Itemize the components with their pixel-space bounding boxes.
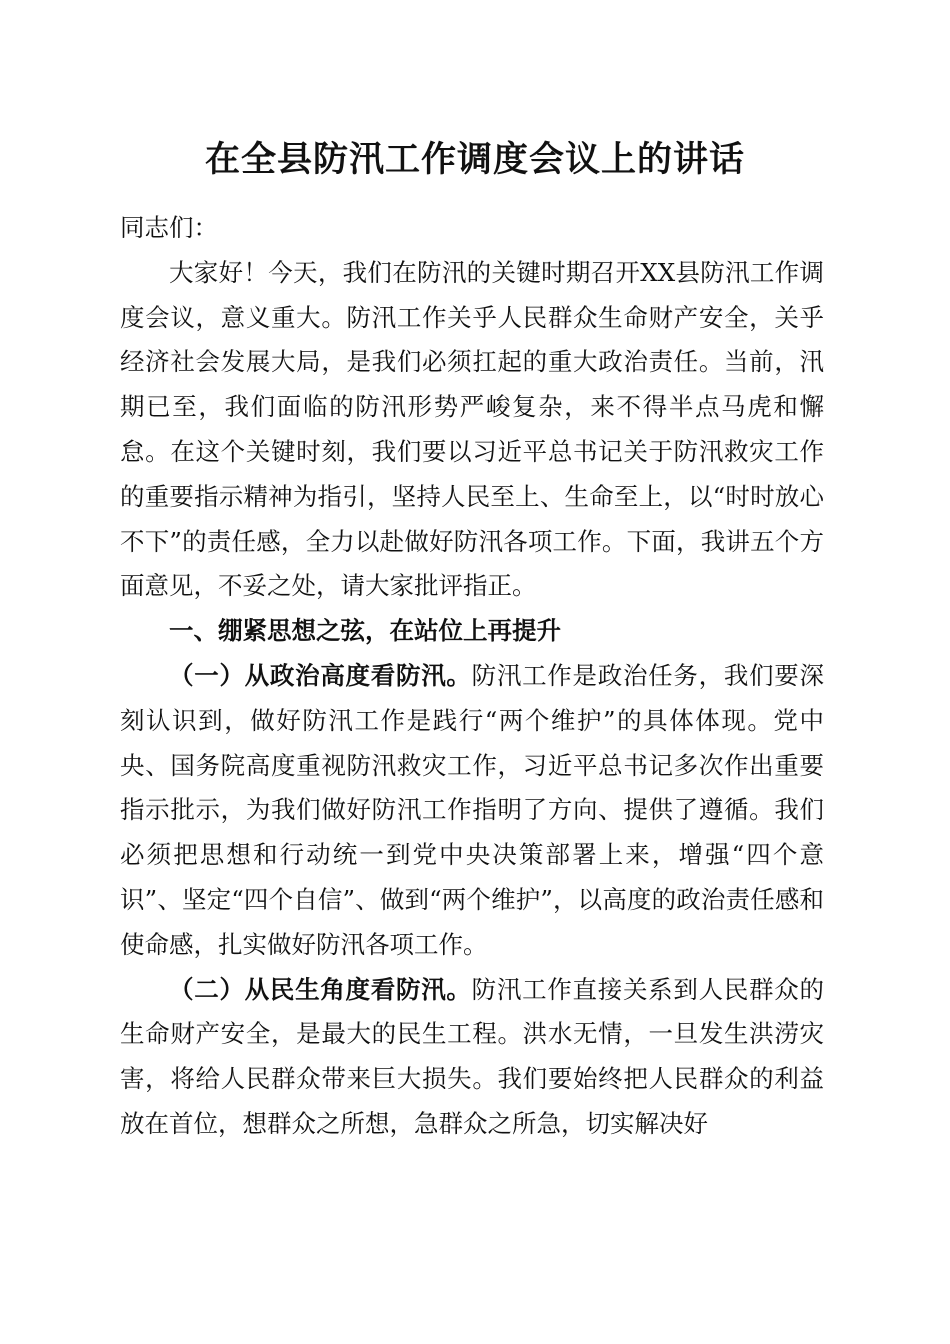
greeting: 同志们： — [120, 213, 218, 242]
document-body — [120, 206, 824, 1147]
document-title: 在全县防汛工作调度会议上的讲话 — [204, 139, 745, 180]
subsection-2-paragraph — [120, 968, 824, 1147]
subsection-2-lead: （二）从民生角度看防汛。 — [169, 974, 472, 1004]
subsection-1-paragraph — [120, 654, 824, 968]
intro-paragraph: 大家好！今天，我们在防汛的关键时期召开XX县防汛工作调度会议，意义重大。防汛工作关乎人民群众生命财产安全，关乎经济社会发展大局，是我们必须扛起的重大政治责任。当前，汛期已至，我们面临的防汛形势严峻复杂，来不得半点马虎和懈怠。在这个关键时刻，我们要以习近平总书记关于防汛救灾工作的重要指示精神为指引，坚持人民至上、生命至上，以“时时放心不下”的责任感，全力以赴做好防汛各项工作。下面，我讲五个方面意见，不妥之处，请大家批评指正。 — [120, 257, 824, 601]
subsection-2-text: 防汛工作直接关系到人民群众的生命财产安全，是最大的民生工程。洪水无情，一旦发生洪涝灾害，将给人民群众带来巨大损失。我们要始终把人民群众的利益放在首位，想群众之所想，急群众之所急，切实解决好 — [120, 974, 824, 1138]
section-heading-1: 一、绷紧思想之弦，在站位上再提升 — [169, 616, 561, 646]
subsection-1-text: 防汛工作是政治任务，我们要深刻认识到，做好防汛工作是践行“两个维护”的具体体现。党中央、国务院高度重视防汛救灾工作，习近平总书记多次作出重要指示批示，为我们做好防汛工作指明了方向、提供了遵循。我们必须把思想和行动统一到党中央决策部署上来，增强“四个意识”、坚定“四个自信”、做到“两个维护”，以高度的政治责任感和使命感，扎实做好防汛各项工作。 — [120, 660, 824, 959]
subsection-1-lead: （一）从政治高度看防汛。 — [169, 660, 472, 690]
